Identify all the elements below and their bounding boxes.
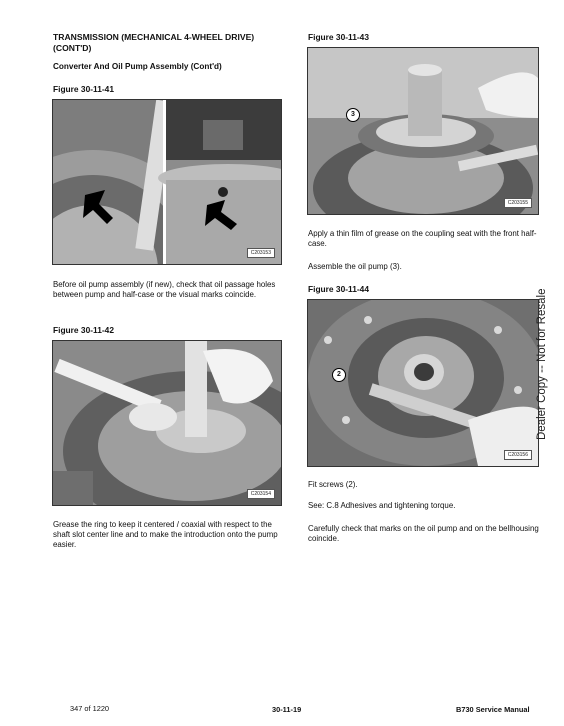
figure-43-text-assemble: Assemble the oil pump (3). bbox=[308, 262, 402, 271]
dealer-copy-watermark: Dealer Copy -- Not for Resale bbox=[536, 288, 548, 440]
figure-44-illustration bbox=[308, 300, 538, 466]
figure-44-text-check: Carefully check that marks on the oil pump and on the bellhousing coincide. bbox=[308, 524, 539, 544]
figure-44-image-code: C203156 bbox=[504, 450, 532, 460]
figure-44-label: Figure 30-11-44 bbox=[308, 284, 369, 294]
figure-43-label: Figure 30-11-43 bbox=[308, 32, 369, 42]
figure-43-illustration bbox=[308, 48, 538, 214]
figure-44-text-see: See: C.8 Adhesives and tightening torque. bbox=[308, 501, 456, 510]
callout-3: 3 bbox=[346, 108, 360, 122]
figure-41-text: Before oil pump assembly (if new), check that oil passage holes between pump and half-case or the visual marks coincide. bbox=[53, 280, 276, 300]
figure-42-photo bbox=[52, 340, 282, 506]
figure-42-illustration bbox=[53, 341, 281, 505]
figure-43-text-grease: Apply a thin film of grease on the coupling seat with the front half-case. bbox=[308, 229, 537, 249]
figure-42-image-code: C203154 bbox=[247, 489, 275, 499]
figure-44-photo bbox=[307, 299, 539, 467]
manual-name: B730 Service Manual bbox=[456, 705, 530, 714]
figure-41-photo bbox=[52, 99, 282, 265]
figure-42-text: Grease the ring to keep it centered / coaxial with respect to the shaft slot center line and to make the introduction onto the pump easier. bbox=[53, 520, 278, 550]
figure-41-image-code: C203153 bbox=[247, 248, 275, 258]
page-number: 30-11-19 bbox=[272, 705, 302, 714]
section-title: TRANSMISSION (MECHANICAL 4-WHEEL DRIVE) (CONT'D) bbox=[53, 32, 255, 53]
subsection-title: Converter And Oil Pump Assembly (Cont'd) bbox=[53, 62, 222, 71]
figure-41-label: Figure 30-11-41 bbox=[53, 84, 114, 94]
callout-2: 2 bbox=[332, 368, 346, 382]
figure-43-photo bbox=[307, 47, 539, 215]
figure-42-label: Figure 30-11-42 bbox=[53, 325, 114, 335]
figure-44-text-fit: Fit screws (2). bbox=[308, 480, 358, 489]
figure-43-image-code: C203155 bbox=[504, 198, 532, 208]
page-count: 347 of 1220 bbox=[70, 704, 110, 713]
figure-41-illustration bbox=[53, 100, 281, 264]
